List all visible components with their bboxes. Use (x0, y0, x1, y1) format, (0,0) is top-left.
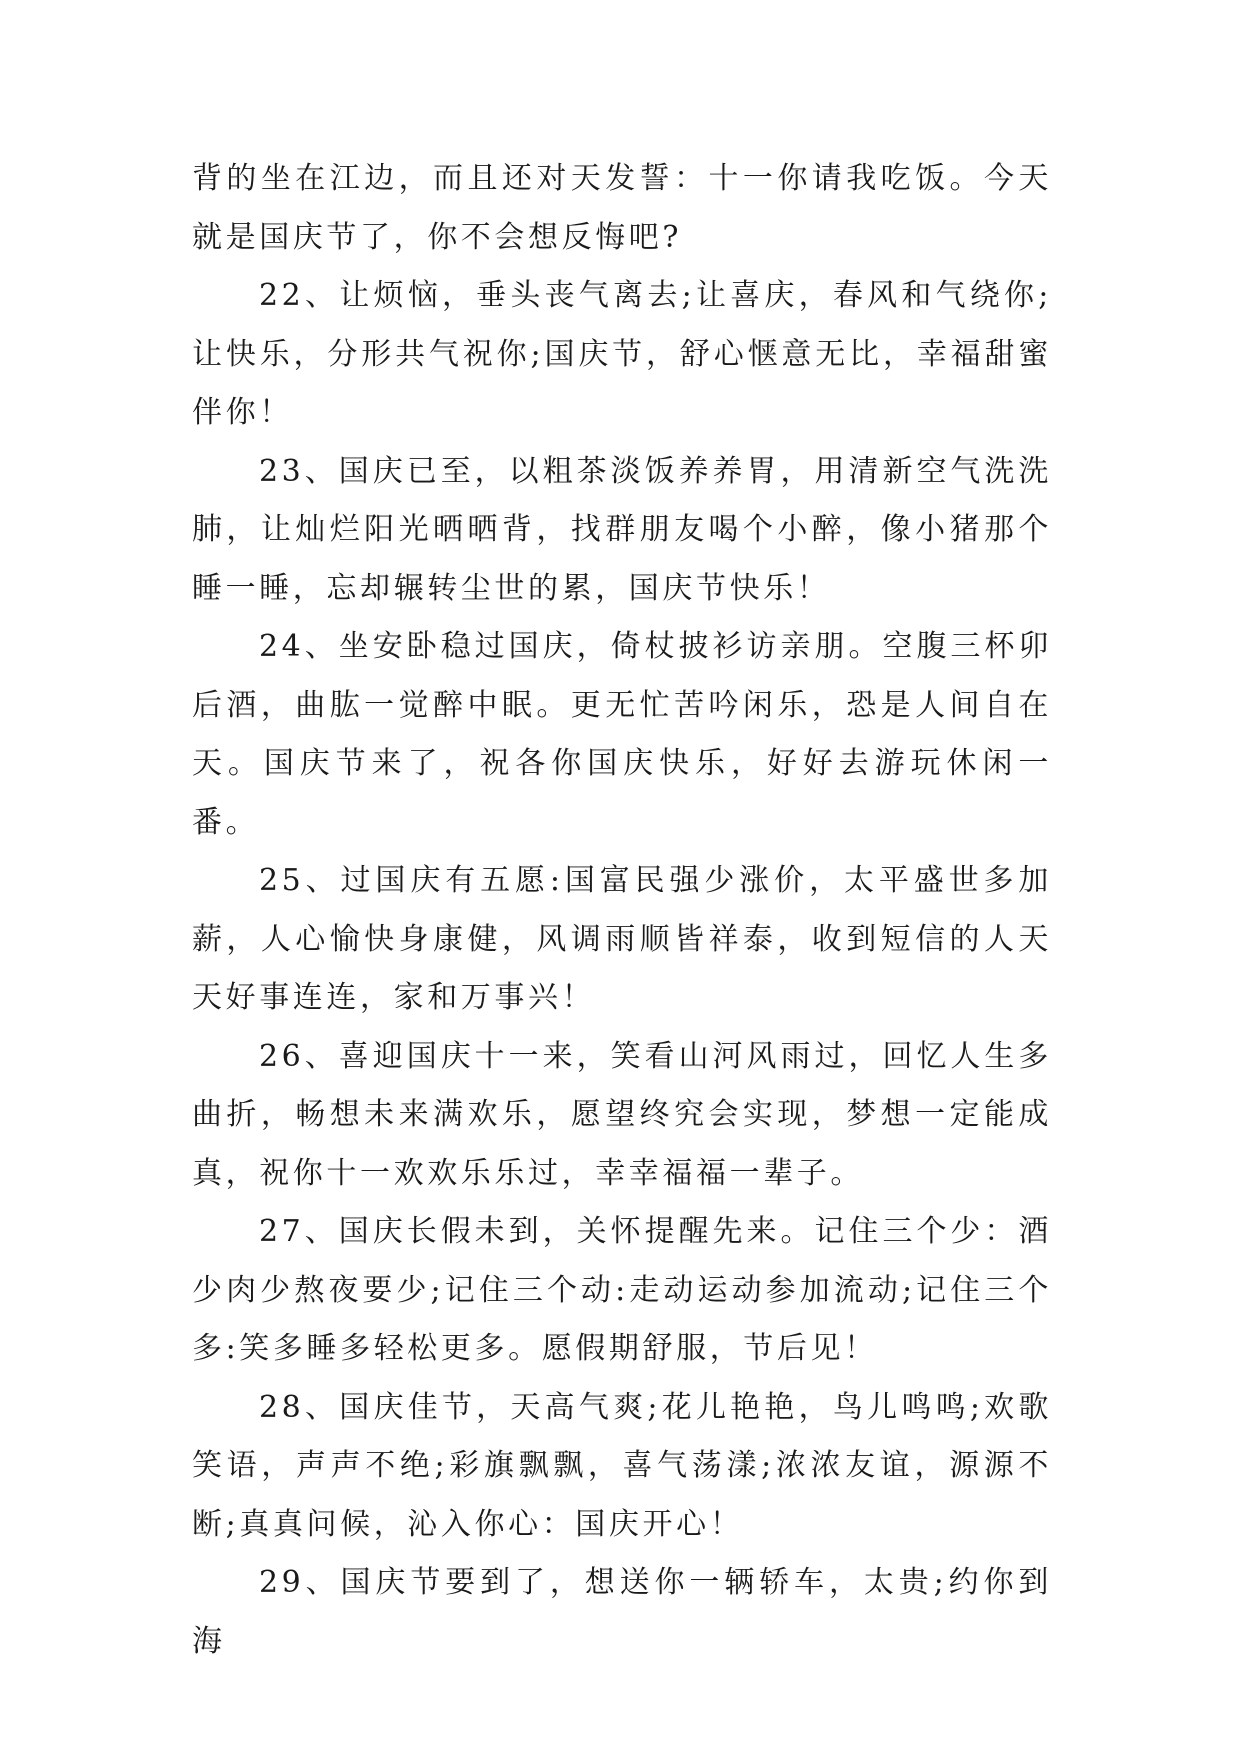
paragraph-24: 24、坐安卧稳过国庆，倚杖披衫访亲朋。空腹三杯卯后酒，曲肱一觉醉中眠。更无忙苦吟闲乐，恐是人间自在天。国庆节来了，祝各你国庆快乐，好好去游玩休闲一番。 (192, 629, 1052, 840)
paragraph-26: 26、喜迎国庆十一来，笑看山河风雨过，回忆人生多曲折，畅想未来满欢乐，愿望终究会实现，梦想一定能成真，祝你十一欢欢乐乐过，幸幸福福一辈子。 (192, 1038, 1052, 1191)
paragraph-23: 23、国庆已至，以粗茶淡饭养养胃，用清新空气洗洗肺，让灿烂阳光晒晒背，找群朋友喝个小醉，像小猪那个睡一睡，忘却辗转尘世的累，国庆节快乐！ (192, 453, 1052, 606)
paragraph-29: 29、国庆节要到了，想送你一辆轿车，太贵;约你到海 (192, 1565, 1052, 1659)
paragraph-continued: 背的坐在江边，而且还对天发誓：十一你请我吃饭。今天就是国庆节了，你不会想反悔吧? (192, 161, 1052, 255)
paragraph-27: 27、国庆长假未到，关怀提醒先来。记住三个少：酒少肉少熬夜要少;记住三个动:走动运动参加流动;记住三个多:笑多睡多轻松更多。愿假期舒服，节后见！ (192, 1214, 1052, 1366)
paragraph-28: 28、国庆佳节，天高气爽;花儿艳艳，鸟儿鸣鸣;欢歌笑语，声声不绝;彩旗飘飘，喜气荡漾;浓浓友谊，源源不断;真真问候，沁入你心：国庆开心！ (192, 1389, 1052, 1542)
paragraph-22: 22、让烦恼，垂头丧气离去;让喜庆，春风和气绕你;让快乐，分形共气祝你;国庆节，舒心惬意无比，幸福甜蜜伴你！ (192, 278, 1052, 430)
paragraph-25: 25、过国庆有五愿:国富民强少涨价，太平盛世多加薪，人心愉快身康健，风调雨顺皆祥泰，收到短信的人天天好事连连，家和万事兴！ (192, 863, 1052, 1015)
document-body (192, 150, 1052, 1671)
